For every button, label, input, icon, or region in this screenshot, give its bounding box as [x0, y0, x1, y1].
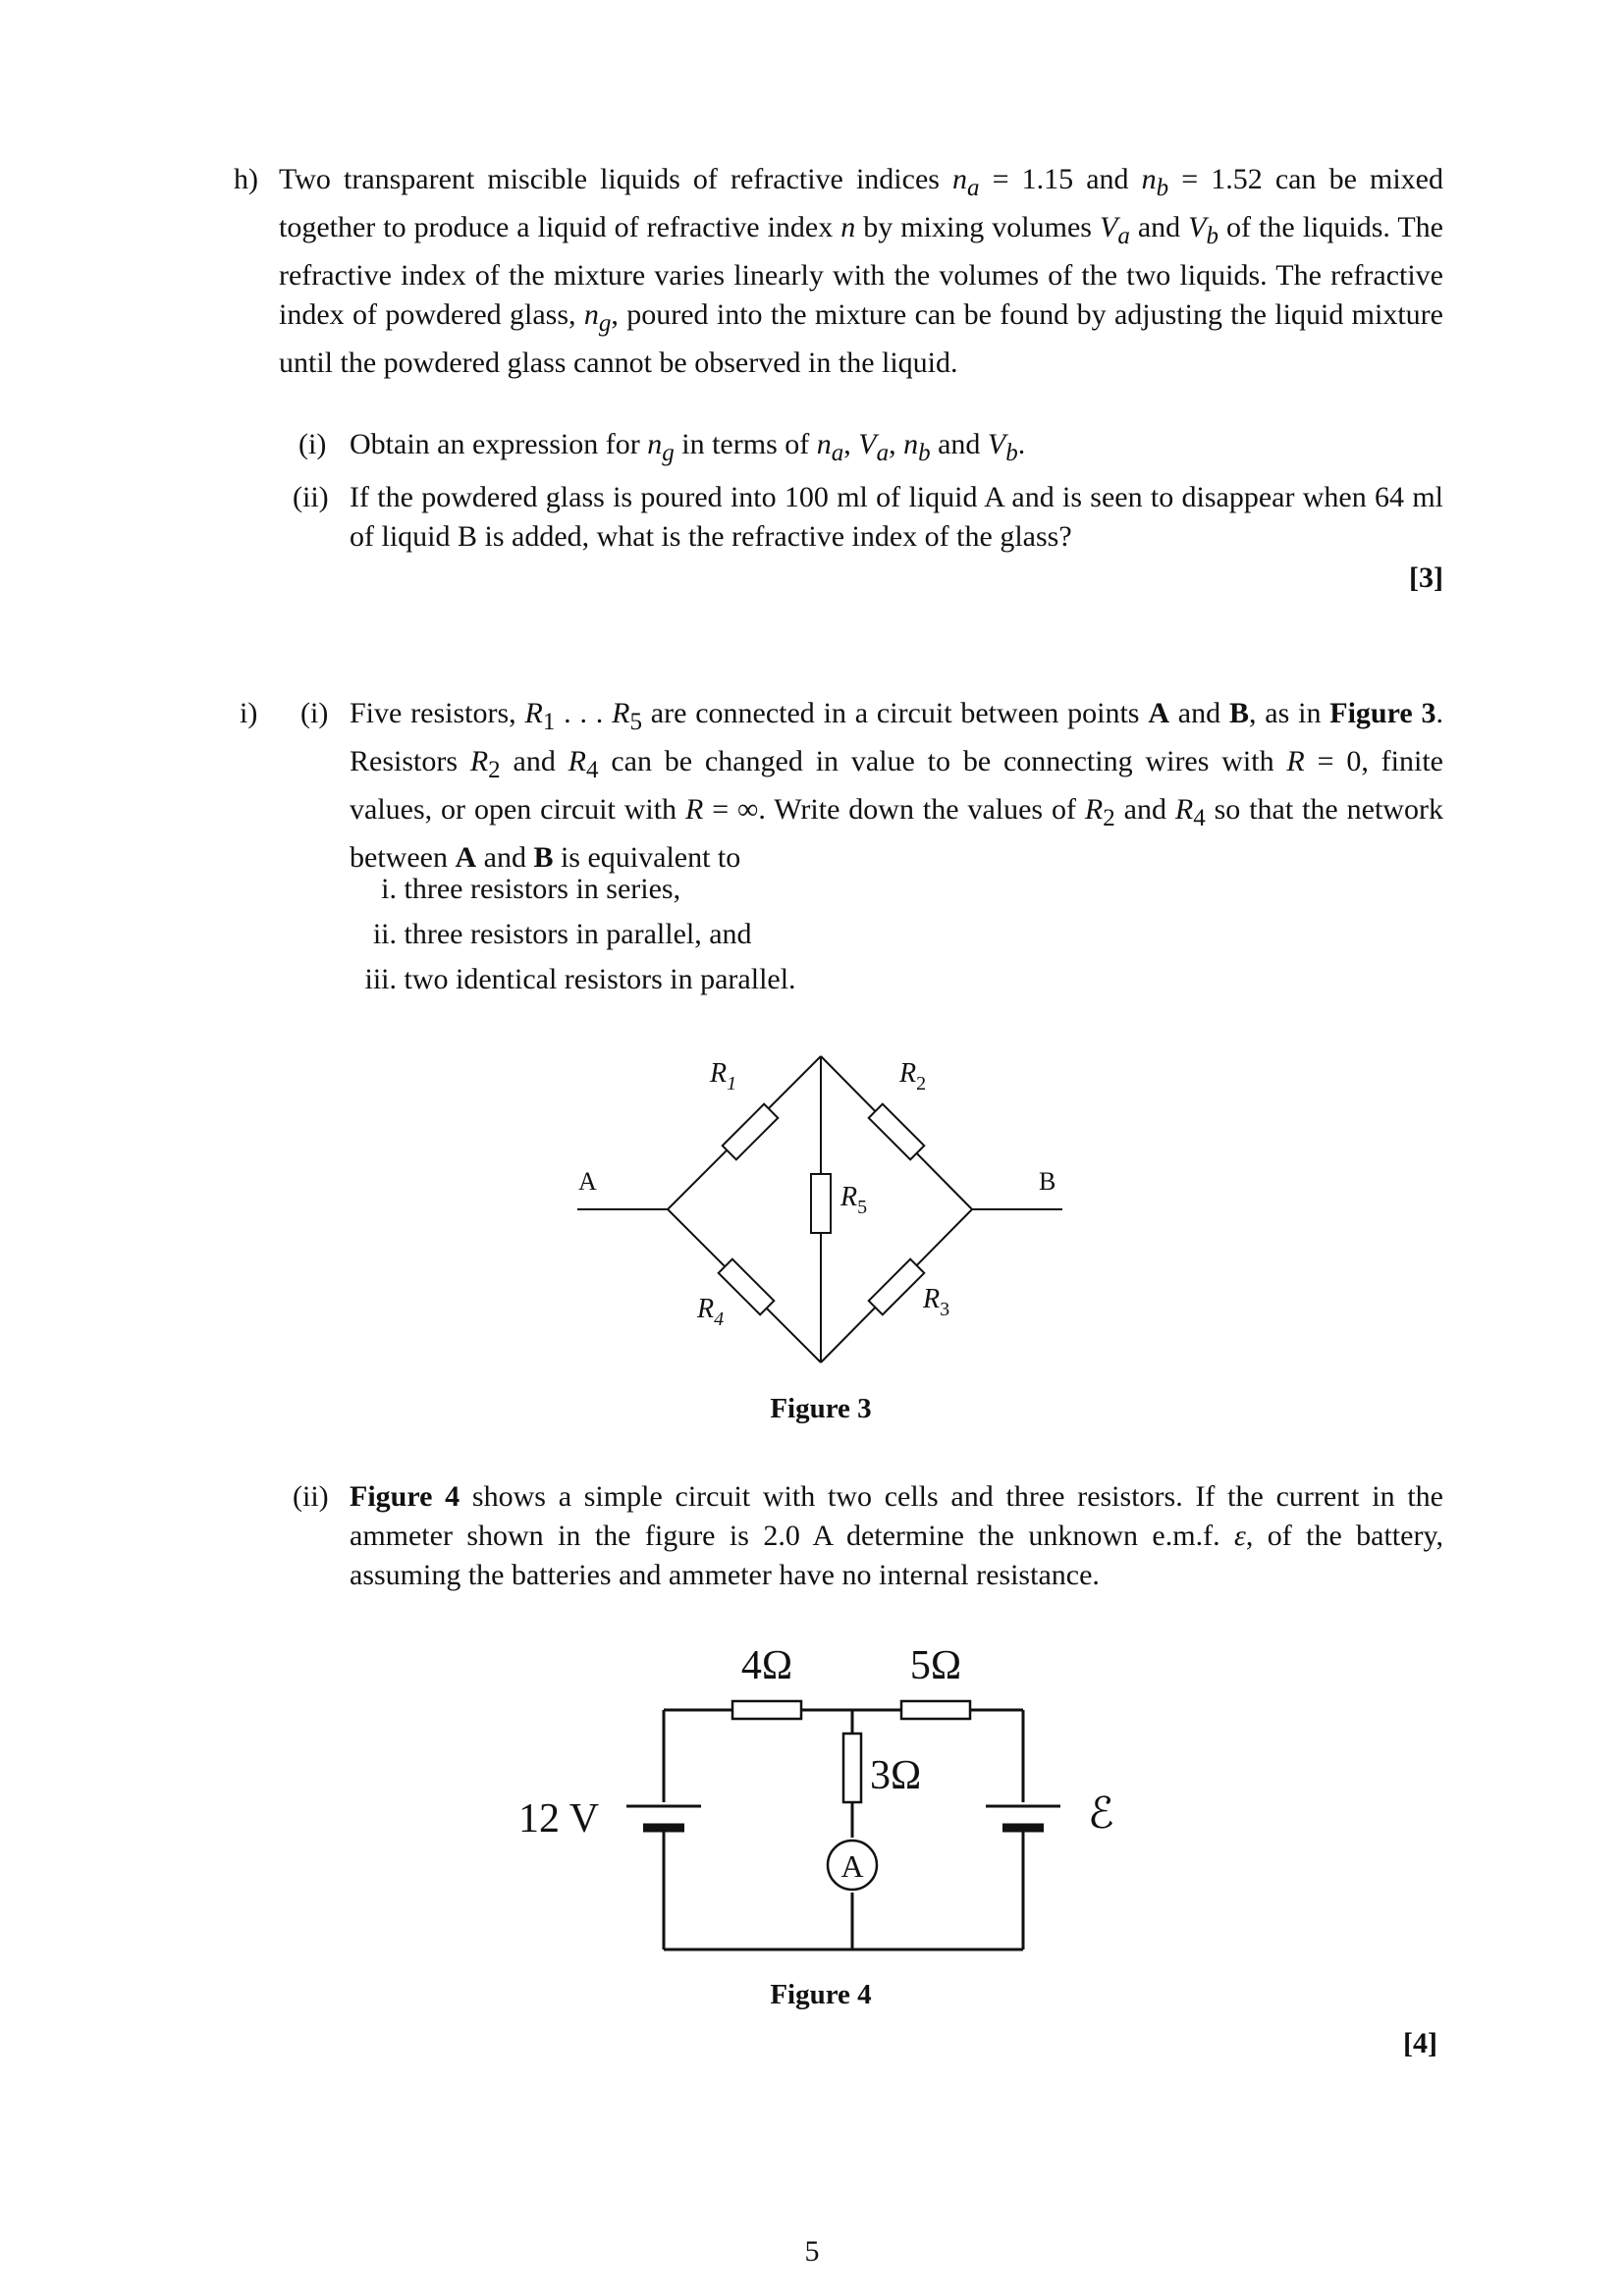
resistor-5-ohm: [901, 1701, 970, 1719]
label-4-ohm: 4Ω: [740, 1643, 793, 1688]
r1-label: $R_1$: [710, 1058, 737, 1095]
list-item: i. three resistors in series,: [381, 873, 681, 905]
part-h-intro: Two transparent miscible liquids of refractive indices $n_a = 1.15$ and $n_b = 1.52$ can be mixed together to produce a liquid of refractive index n by mixing volumes $V_a$ and $V_b$ of the liquids. The refractive index of the mixture varies linearly with the volumes of the two liquids. The refractive index of powdered glass, $n_g$, poured into the mixture can be found by adjusting the liquid mixture until the powdered glass cannot be observed in the liquid.: [279, 163, 1443, 379]
cell-emf: [986, 1806, 1060, 1828]
ammeter-label: A: [840, 1848, 864, 1884]
resistor-r1: [723, 1104, 779, 1160]
part-i-label: i): [240, 697, 258, 729]
resistor-r4: [719, 1259, 775, 1315]
label-5-ohm: 5Ω: [909, 1643, 962, 1688]
resistor-3-ohm: [843, 1734, 861, 1802]
part-h-sub-ii-label: (ii): [293, 481, 329, 513]
label-12v: 12 V: [518, 1796, 600, 1842]
cell-12v: [626, 1806, 701, 1828]
node-b-label: B: [1039, 1167, 1056, 1196]
figure-3-caption: Figure 3: [770, 1393, 872, 1424]
part-h-sub-i-label: (i): [298, 428, 327, 460]
part-h-sub-i-text: Obtain an expression for $n_g$ in terms of $n_a$, $V_a$, $n_b$ and $V_b$.: [350, 428, 1026, 466]
label-3-ohm: 3Ω: [870, 1753, 922, 1798]
r3-label: $R_3$: [923, 1284, 950, 1320]
r2-label: $R_2$: [899, 1058, 927, 1095]
part-i-sub-i-label: (i): [300, 697, 329, 729]
part-i-marks: [4]: [1403, 2027, 1437, 2059]
resistor-4-ohm: [732, 1701, 801, 1719]
r4-label: $R_4$: [697, 1294, 725, 1330]
figure-4-caption: Figure 4: [770, 1979, 872, 2010]
part-h-marks: [3]: [1409, 561, 1443, 594]
part-i-sub-i-text: Five resistors, $R_1$ . . . $R_5$ are connected in a circuit between points A and B, as in Figure 3. Resistors $R_2$ and $R_4$ can be changed in value to be connecting wires with R = 0, finite values, or open circuit with R = ∞. Write down the values of $R_2$ and $R_4$ so that the network between A and B is equivalent to: [350, 697, 1444, 874]
resistor-r2: [869, 1104, 925, 1160]
part-i-sub-ii-label: (ii): [293, 1480, 329, 1513]
page-number: 5: [804, 2235, 820, 2268]
part-i-sub-ii-text: Figure 4 shows a simple circuit with two cells and three resistors. If the current in the ammeter shown in the figure is 2.0 A determine the unknown e.m.f. ε, of the battery, assuming the batteries and ammeter have no internal resistance.: [350, 1480, 1443, 1591]
node-a-label: A: [578, 1167, 597, 1196]
list-item: ii. three resistors in parallel, and: [372, 918, 752, 950]
r5-label: $R_5$: [840, 1182, 868, 1218]
resistor-r5: [811, 1174, 831, 1233]
label-emf: ℰ: [1088, 1789, 1114, 1838]
figure-3-diagram: [550, 1021, 1080, 1374]
figure-4-diagram: [501, 1620, 1168, 1973]
part-h-sub-ii-text: If the powdered glass is poured into 100 ml of liquid A and is seen to disappear when 64 ml of liquid B is added, what is the refractive index of the glass?: [350, 481, 1443, 553]
resistor-r3: [869, 1259, 925, 1315]
list-item: iii. two identical resistors in parallel.: [364, 963, 796, 995]
part-h-label: h): [234, 163, 258, 195]
